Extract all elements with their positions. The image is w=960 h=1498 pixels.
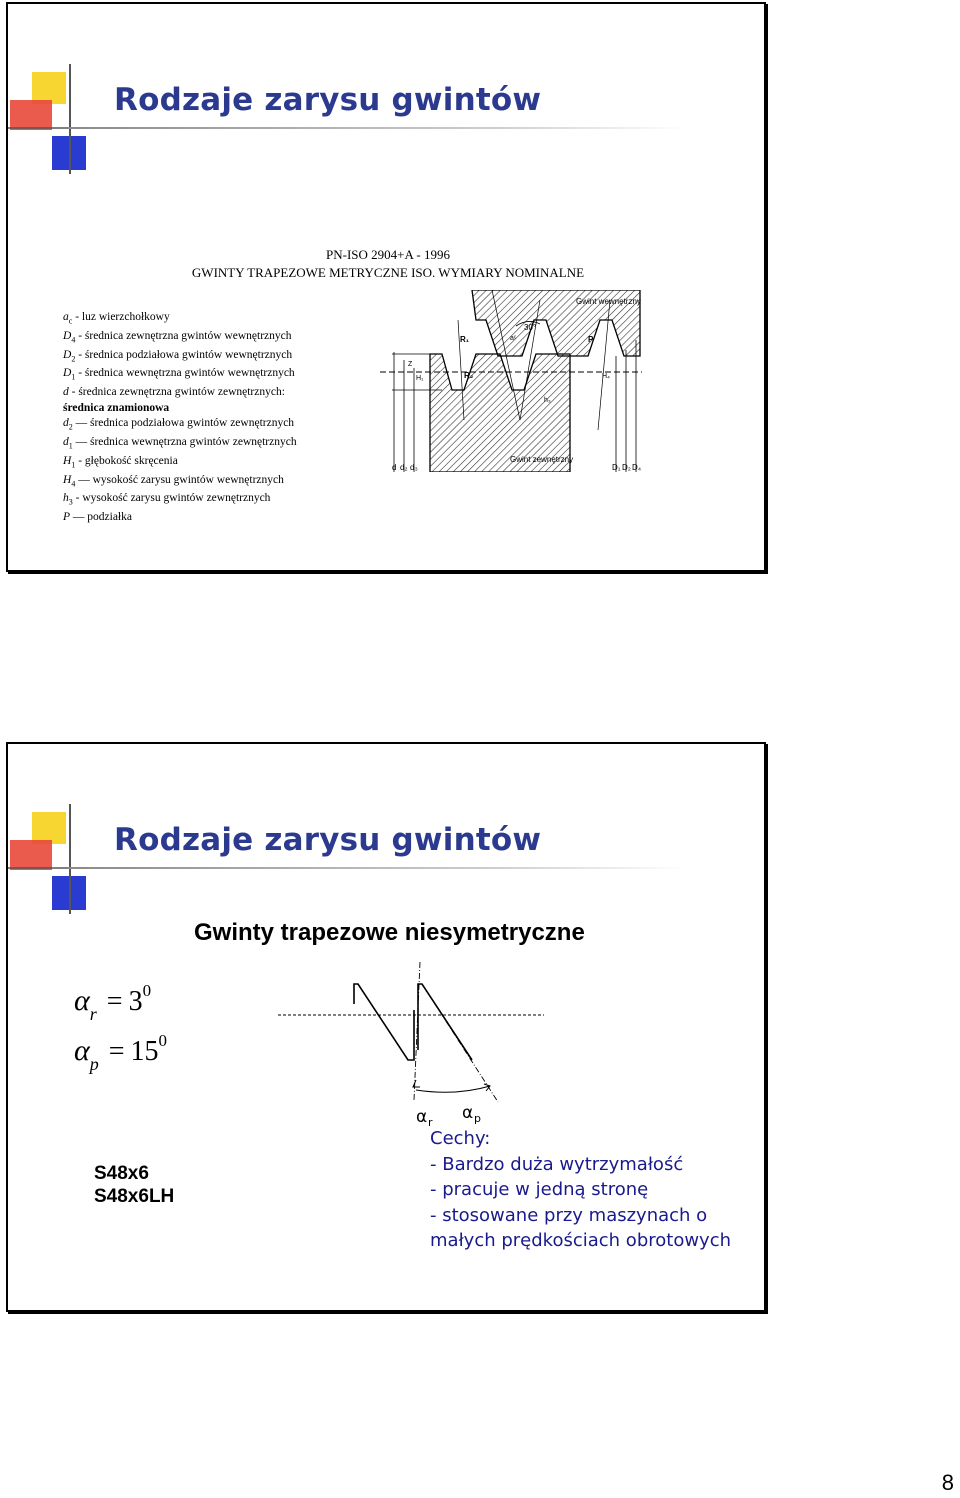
code-left-hand: S48x6LH — [94, 1186, 175, 1207]
alpha-p-label: α — [462, 1103, 474, 1123]
buttress-thread-diagram — [276, 962, 548, 1137]
thread-designations — [94, 1162, 174, 1208]
page-number: 8 — [941, 1470, 954, 1495]
alpha-r-label: α — [416, 1107, 428, 1127]
angle-label: 30° — [524, 323, 537, 332]
p-label: P — [588, 335, 594, 344]
feature-item: małych prędkościach obrotowych — [430, 1230, 732, 1251]
d3-label: d₃ — [410, 463, 418, 472]
slide-logo-icon — [8, 804, 108, 914]
D1-label: D₁ — [612, 463, 621, 472]
internal-thread-label: Gwint wewnętrzny — [576, 297, 641, 306]
title-divider — [68, 867, 688, 869]
slide-logo-icon — [8, 64, 108, 174]
external-thread-label: Gwint zewnętrzny — [510, 455, 574, 464]
d2-label: d₂ — [400, 463, 408, 472]
legend-item: $D_2$ - średnica podziałowa gwintów wewnętrznych — [63, 348, 293, 363]
legend-item: $D_4$ - średnica zewnętrzna gwintów wewnętrznych — [63, 329, 292, 345]
D2-label: D₂ — [622, 463, 631, 472]
feature-item: - stosowane przy maszynach o — [430, 1204, 708, 1226]
D4-label: D₄ — [632, 463, 642, 472]
standard-title: GWINTY TRAPEZOWE METRYCZNE ISO. WYMIARY NOMINALNE — [191, 265, 585, 280]
legend-item: $a_c$ - luz wierzchołkowy — [63, 311, 170, 326]
alpha-r-sub: r — [428, 1116, 433, 1129]
legend-item: $h_3$ - wysokość zarysu gwintów zewnętrznych — [63, 492, 271, 507]
legend-item: $H_1$ - głębokość skręcenia — [63, 454, 178, 470]
title-divider — [68, 127, 688, 129]
slide-title: Rodzaje zarysu gwintów — [114, 822, 542, 858]
h4-label: H₄ — [602, 373, 610, 380]
legend-item: $d_1$ — średnica wewnętrzna gwintów zewnętrznych — [63, 435, 297, 451]
legend-item: P — podziałka — [63, 511, 132, 524]
legend-item: d - średnica zewnętrzna gwintów zewnętrznych: — [63, 386, 285, 399]
legend-item: $H_4$ — wysokość zarysu gwintów wewnętrznych — [63, 473, 284, 488]
ac-label: aᶜ — [510, 335, 517, 342]
feature-item: - Bardzo duża wytrzymałość — [430, 1153, 684, 1175]
features-list — [430, 1126, 731, 1254]
z-label: Z — [408, 361, 413, 368]
feature-item: - pracuje w jedną stronę — [430, 1179, 649, 1200]
alpha-p-sub: p — [474, 1112, 481, 1125]
slide-title: Rodzaje zarysu gwintów — [114, 82, 542, 118]
legend-item: średnica znamionowa — [63, 401, 170, 414]
r2-label: R₂ — [464, 371, 474, 380]
standard-number: PN-ISO 2904+A - 1996 — [326, 247, 450, 262]
legend-item: $D_1$ - średnica wewnętrzna gwintów wewnętrznych — [63, 367, 295, 382]
features-title: Cechy: — [430, 1128, 491, 1149]
formula-alpha-r: αr = 30 — [74, 981, 152, 1024]
formula-alpha-p: αp = 150 — [74, 1031, 168, 1074]
code-right-hand: S48x6 — [94, 1163, 149, 1184]
legend-item: $d_2$ — średnica podziałowa gwintów zewnętrznych — [63, 417, 295, 432]
slide-2 — [6, 742, 766, 1312]
r1-label: R₁ — [460, 335, 470, 344]
slide-subtitle: Gwinty trapezowe niesymetryczne — [194, 919, 585, 946]
slide-1 — [6, 2, 766, 572]
h3-label: h₃ — [544, 397, 551, 404]
dimension-legend — [63, 310, 383, 526]
d-label: d — [392, 463, 397, 472]
h1-label: H₁ — [416, 375, 424, 382]
trapezoidal-thread-diagram — [380, 290, 650, 472]
